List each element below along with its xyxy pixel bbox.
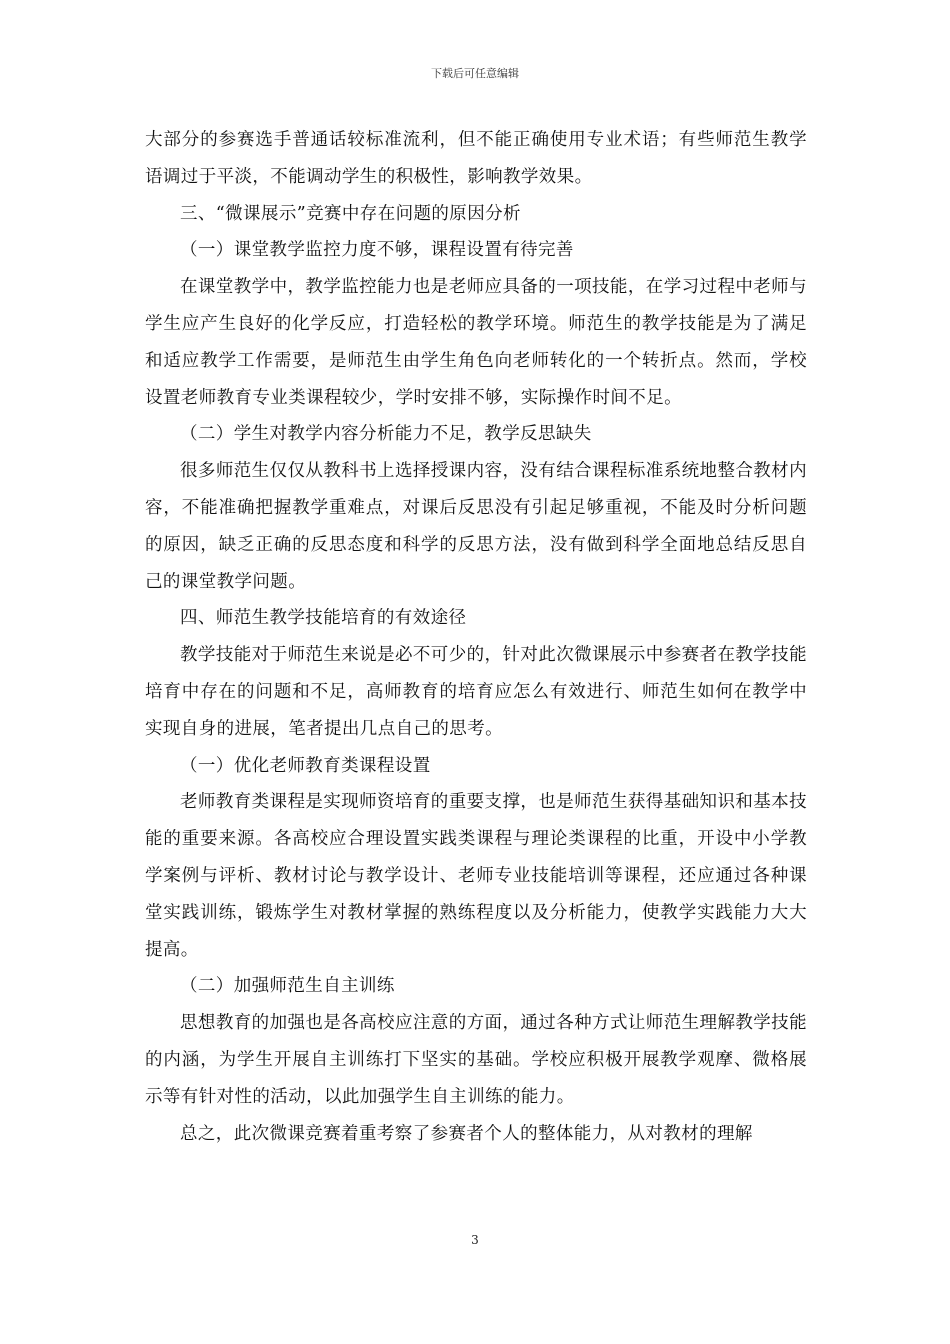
section-heading-3: 三、“微课展示”竞赛中存在问题的原因分析	[180, 203, 521, 224]
paragraph-conclusion: 总之，此次微课竞赛着重考察了参赛者个人的整体能力，从对教材的理解	[180, 1123, 753, 1144]
paragraph-approach-intro: 教学技能对于师范生来说是必不可少的，针对此次微课展示中参赛者在教学技能培育中存在的问题和不足，高师教育的培育应怎么有效进行、师范生如何在教学中实现自身的进展，笔者提出几点自己的思考。	[145, 645, 807, 739]
page-header: 下载后可任意编辑	[431, 67, 519, 80]
paragraph-continuation: 大部分的参赛选手普通话较标准流利，但不能正确使用专业术语；有些师范生教学语调过于平淡，不能调动学生的积极性，影响教学效果。	[145, 130, 807, 187]
page-number: 3	[471, 1233, 479, 1247]
paragraph-monitoring: 在课堂教学中，教学监控能力也是老师应具备的一项技能，在学习过程中老师与学生应产生良好的化学反应，打造轻松的教学环境。师范生的教学技能是为了满足和适应教学工作需要，是师范生由学生角色向老师转化的一个转折点。然而，学校设置老师教育专业类课程较少，学时安排不够，实际操作时间不足。	[145, 277, 807, 408]
subsection-heading-4-1: （一）优化老师教育类课程设置	[180, 755, 431, 776]
paragraph-reflection: 很多师范生仅仅从教科书上选择授课内容，没有结合课程标准系统地整合教材内容，不能准确把握教学重难点，对课后反思没有引起足够重视，不能及时分析问题的原因，缺乏正确的反思态度和科学的反思方法，没有做到科学全面地总结反思自己的课堂教学问题。	[145, 461, 807, 592]
subsection-heading-4-2: （二）加强师范生自主训练	[180, 976, 395, 997]
document-body	[145, 122, 807, 1152]
subsection-heading-3-1: （一）课堂教学监控力度不够，课程设置有待完善	[180, 240, 574, 261]
paragraph-curriculum: 老师教育类课程是实现师资培育的重要支撑，也是师范生获得基础知识和基本技能的重要来源。各高校应合理设置实践类课程与理论类课程的比重，开设中小学教学案例与评析、教材讨论与教学设计、老师专业技能培训等课程，还应通过各种课堂实践训练，锻炼学生对教材掌握的熟练程度以及分析能力，使教学实践能力大大提高。	[145, 792, 807, 960]
paragraph-self-training: 思想教育的加强也是各高校应注意的方面，通过各种方式让师范生理解教学技能的内涵，为学生开展自主训练打下坚实的基础。学校应积极开展教学观摩、微格展示等有针对性的活动，以此加强学生自主训练的能力。	[145, 1013, 807, 1107]
section-heading-4: 四、师范生教学技能培育的有效途径	[180, 608, 467, 629]
subsection-heading-3-2: （二）学生对教学内容分析能力不足，教学反思缺失	[180, 424, 592, 445]
